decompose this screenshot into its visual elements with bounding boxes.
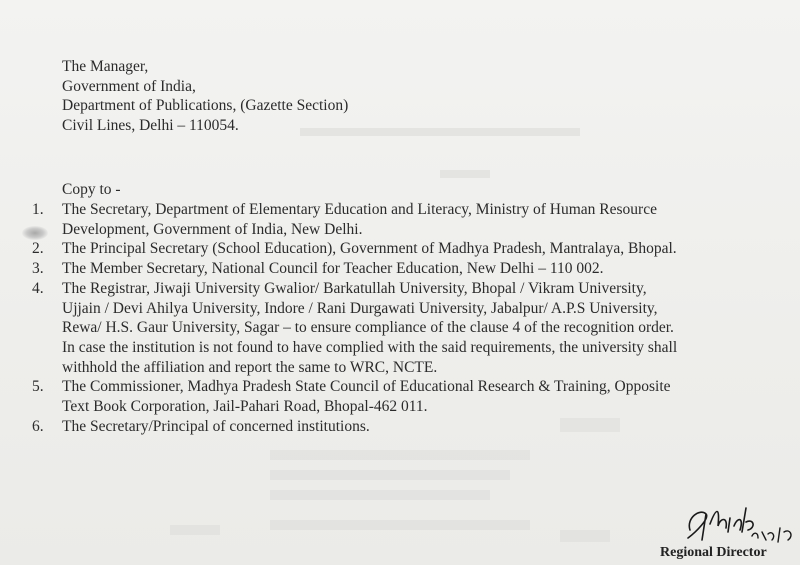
list-number: 6.: [32, 417, 44, 435]
copy-list: [32, 200, 800, 436]
list-number: 3.: [32, 260, 44, 278]
list-line: Development, Government of India, New Delhi.: [62, 220, 363, 238]
list-line: The Secretary, Department of Elementary Education and Literacy, Ministry of Human Resource: [62, 201, 657, 218]
list-line: The Secretary/Principal of concerned institutions.: [62, 417, 370, 435]
copy-to-label: Copy to -: [62, 181, 121, 198]
recipient-address: [62, 57, 348, 135]
handwritten-signature: [676, 488, 800, 544]
list-item: [32, 259, 800, 279]
list-item: [32, 417, 800, 437]
list-number: 2.: [32, 240, 44, 258]
list-item: [32, 377, 800, 416]
list-line: Rewa/ H.S. Gaur University, Sagar – to ensure compliance of the clause 4 of the recognition order.: [62, 319, 674, 337]
address-line: Department of Publications, (Gazette Section): [62, 97, 349, 114]
list-line: In case the institution is not found to have complied with the said requirements, the university shall: [62, 338, 678, 356]
address-line: Civil Lines, Delhi – 110054.: [62, 116, 239, 134]
list-number: 1.: [32, 201, 44, 218]
list-item: [32, 279, 800, 378]
list-number: 4.: [32, 279, 44, 297]
list-number: 5.: [32, 378, 44, 396]
address-line: The Manager,: [62, 58, 149, 75]
signatory-title: Regional Director: [660, 545, 767, 560]
list-line: withhold the affiliation and report the same to WRC, NCTE.: [62, 358, 438, 376]
list-line: The Registrar, Jiwaji University Gwalior/ Barkatullah University, Bhopal / Vikram University,: [62, 279, 647, 297]
list-line: Ujjain / Devi Ahilya University, Indore / Rani Durgawati University, Jabalpur/ A.P.S University,: [62, 299, 658, 317]
list-item: [32, 239, 800, 259]
list-line: The Member Secretary, National Council for Teacher Education, New Delhi – 110 002.: [62, 260, 604, 278]
list-line: Text Book Corporation, Jail-Pahari Road, Bhopal-462 011.: [62, 398, 428, 416]
list-line: The Commissioner, Madhya Pradesh State Council of Educational Research & Training, Opposite: [62, 378, 671, 396]
list-line: The Principal Secretary (School Education), Government of Madhya Pradesh, Mantralaya, Bhopal.: [62, 240, 677, 258]
list-item: [32, 200, 800, 239]
address-line: Government of India,: [62, 77, 196, 95]
